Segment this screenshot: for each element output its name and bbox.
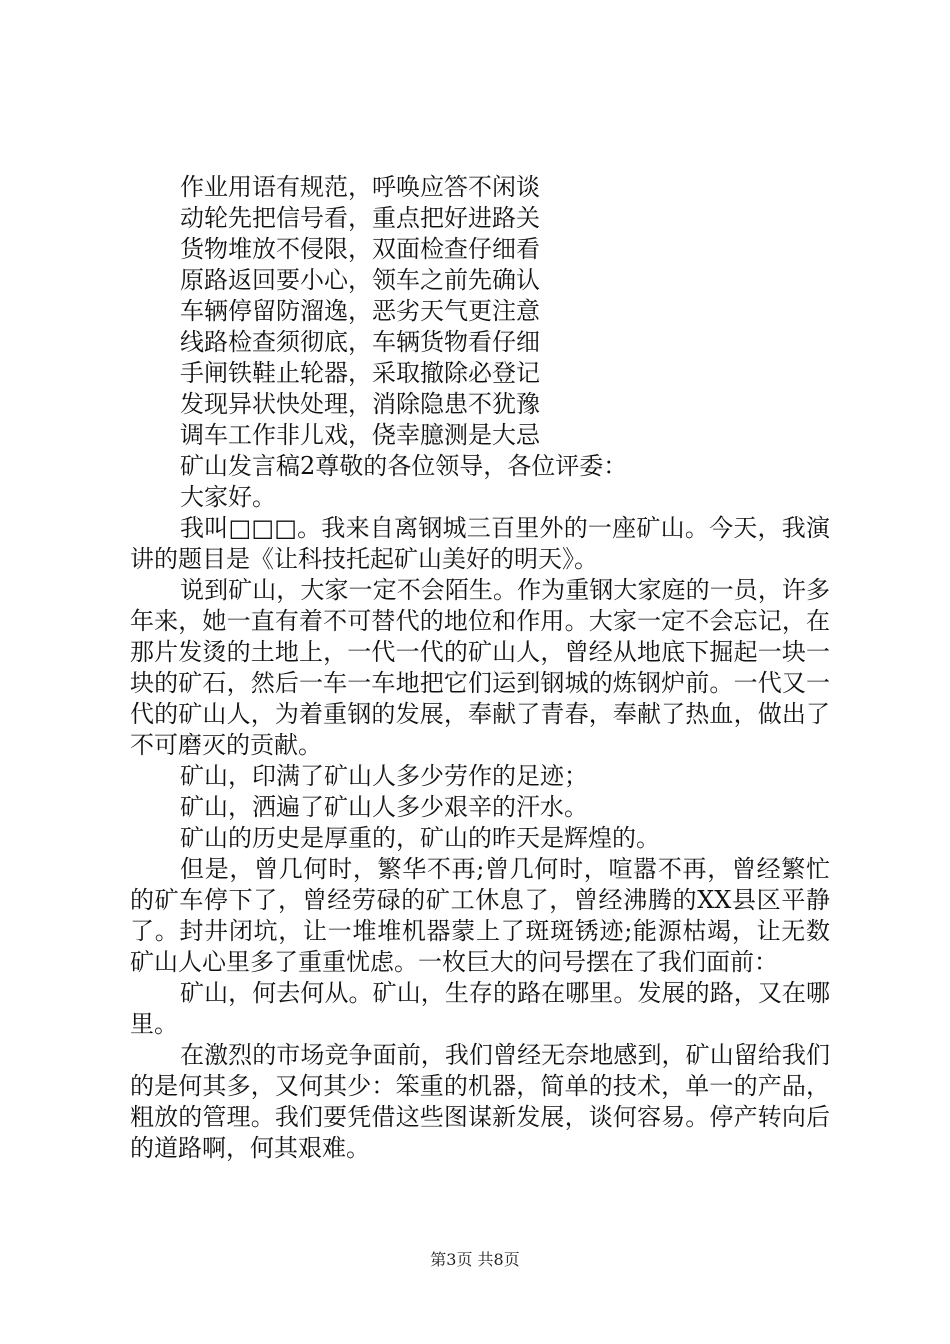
speech-greeting: 大家好。 — [180, 483, 276, 511]
speech-paragraph: 矿山，洒遍了矿山人多少艰辛的汗水。 — [180, 793, 588, 821]
verse-line: 作业用语有规范，呼唤应答不闲谈 — [180, 173, 540, 201]
speech-paragraph: 说到矿山，大家一定不会陌生。作为重钢大家庭的一员，许多年来，她一直有着不可替代的地位和作用。大家一定不会忘记，在那片发烫的土地上，一代一代的矿山人，曾经从地底下掘起一块一块的矿石，然后一车一车地把它们运到钢城的炼钢炉前。一代又一代的矿山人，为着重钢的发展，奉献了青春，奉献了热血，做出了不可磨灭的贡献。 — [130, 576, 830, 759]
speech-paragraph: 但是，曾几何时，繁华不再;曾几何时，喧嚣不再，曾经繁忙的矿车停下了，曾经劳碌的矿工休息了，曾经沸腾的XX县区平静了。封井闭坑，让一堆堆机器蒙上了斑斑锈迹;能源枯竭，让无数矿山人心里多了重重忧虑。一枚巨大的问号摆在了我们面前： — [130, 855, 830, 976]
page-number: 第3页 共8页 — [430, 1250, 520, 1269]
speech-paragraph: 我叫□□□。我来自离钢城三百里外的一座矿山。今天，我演讲的题目是《让科技托起矿山美好的明天》。 — [130, 514, 830, 573]
speech-paragraph: 在激烈的市场竞争面前，我们曾经无奈地感到，矿山留给我们的是何其多，又何其少：笨重的机器，简单的技术，单一的产品，粗放的管理。我们要凭借这些图谋新发展，谈何容易。停产转向后的道路啊，何其艰难。 — [130, 1041, 830, 1162]
verse-line: 原路返回要小心，领车之前先确认 — [180, 266, 540, 294]
verse-line: 线路检查须彻底，车辆货物看仔细 — [180, 328, 540, 356]
speech-paragraph: 矿山，印满了矿山人多少劳作的足迹； — [180, 762, 588, 790]
verse-line: 调车工作非儿戏，侥幸臆测是大忌 — [180, 421, 540, 449]
document-body — [130, 172, 830, 1164]
verse-line: 动轮先把信号看，重点把好进路关 — [180, 204, 540, 232]
verse-line: 车辆停留防溜逸，恶劣天气更注意 — [180, 297, 540, 325]
speech-paragraph: 矿山，何去何从。矿山，生存的路在哪里。发展的路，又在哪里。 — [130, 979, 830, 1038]
speech-paragraph: 矿山的历史是厚重的，矿山的昨天是辉煌的。 — [180, 824, 660, 852]
verse-line: 货物堆放不侵限，双面检查仔细看 — [180, 235, 540, 263]
speech-heading: 矿山发言稿2尊敬的各位领导，各位评委： — [180, 452, 628, 480]
verse-line: 发现异状快处理，消除隐患不犹豫 — [180, 390, 540, 418]
verse-line: 手闸铁鞋止轮器，采取撤除必登记 — [180, 359, 540, 387]
